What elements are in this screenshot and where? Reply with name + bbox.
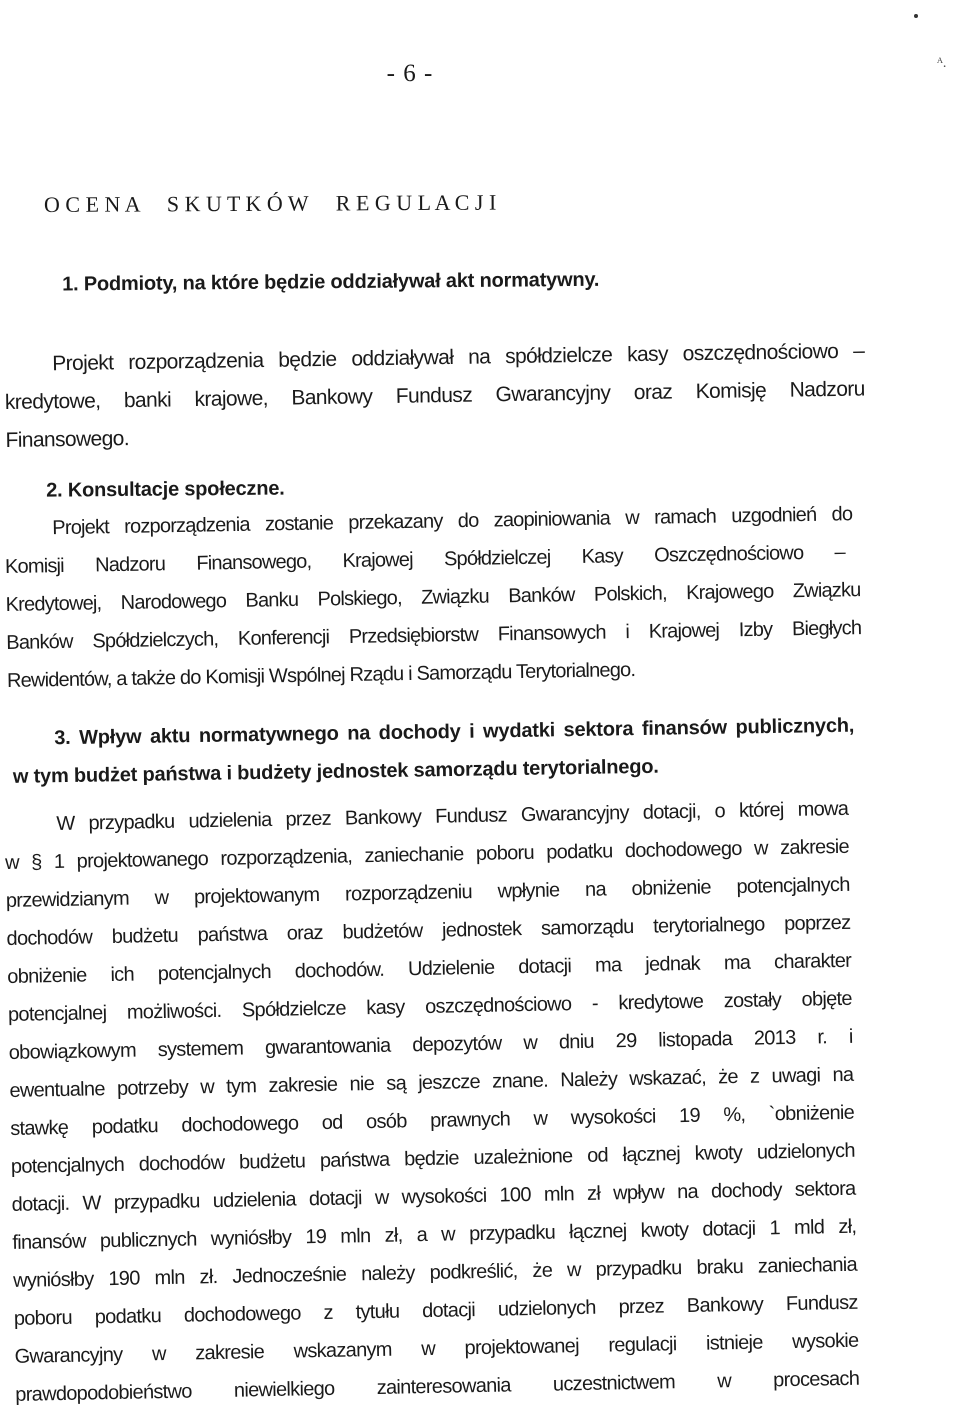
section-3-line: przewidzianym w projektowanym rozporządzeniu wpłynie na obniżenie potencjalnych [5, 873, 850, 912]
section-3-line: potencjalnych dochodów budżetu państwa będzie uzależnione od łącznej kwoty udzielonych [10, 1139, 855, 1178]
document-title: O C E N A S K U T K Ó W R E G U L A C J I [43, 189, 497, 217]
section-3-line: w § 1 projektowanego rozporządzenia, zaniechanie poboru podatku dochodowego w zakresie [4, 835, 850, 874]
section-3-line: dochodów budżetu państwa oraz budżetów jednostek samorządu terytorialnego poprzez [6, 911, 851, 950]
section-2-line: Banków Spółdzielczych, Konferencji Przedsiębiorstw Finansowych i Krajowej Izby Biegłych [6, 617, 862, 654]
section-3-line: Gwarancyjny w zakresie wskazanym w projektowanej regulacji istnieje wysokie [14, 1329, 859, 1368]
section-3-line: obniżenie ich potencjalnych dochodów. Udzielenie dotacji ma jednak ma charakter [7, 949, 852, 988]
section-3-line: W przypadku udzielenia przez Bankowy Fundusz Gwarancyjny dotacji, o której mowa [56, 797, 849, 835]
section-3-heading-line: 3. Wpływ aktu normatywnego na dochody i wydatki sektora finansów publicznych, [54, 714, 855, 750]
section-1-heading-text: 1. Podmioty, na które będzie oddziaływał akt normatywny. [62, 268, 600, 296]
section-3-line: ewentualne potrzeby w tym zakresie nie są jeszcze znane. Należy wskazać, że z uwagi na [9, 1063, 854, 1102]
section-3-line: finansów publicznych wyniósłby 19 mln zł, a w przypadku łącznej kwoty dotacji 1 mld zł, [12, 1215, 857, 1254]
section-3-line: obowiązkowym systemem gwarantowania depozytów w dniu 29 listopada 2013 r. i [8, 1025, 853, 1064]
section-3-paragraph [4, 789, 876, 1413]
section-3-line: wyniósłby 190 mln zł. Jednocześnie należy podkreślić, że w przypadku braku zaniechania [12, 1253, 858, 1292]
section-3-line: prawdopodobieństwo niewielkiego zainteresowania uczestnictwem w procesach [15, 1367, 860, 1406]
section-2-line: Kredytowej, Narodowego Banku Polskiego, Związku Banków Polskich, Krajowego Związku [5, 579, 861, 616]
section-1-line: Projekt rozporządzenia będzie oddziaływał na spółdzielcze kasy oszczędnościowo – [52, 339, 865, 376]
section-1-line: Finansowego. [5, 427, 130, 452]
section-3-line: dotacji. W przypadku udzielenia dotacji w wysokości 100 mln zł wpływ na dochody sektora [11, 1177, 856, 1216]
section-1-line: kredytowe, banki krajowe, Bankowy Fundusz Gwarancyjny oraz Komisję Nadzoru [4, 377, 865, 414]
page-number: - 6 - [386, 60, 434, 87]
section-1-heading [4, 258, 864, 304]
scan-speck [914, 14, 918, 18]
section-3-line: stawkę podatku dochodowego od osób prawnych w wysokości 19 %, `obniżenie [9, 1101, 855, 1140]
section-2-line: Projekt rozporządzenia zostanie przekazany do zaopiniowania w ramach uzgodnień do [52, 503, 853, 540]
section-2-line: Komisji Nadzoru Finansowego, Krajowej Spółdzielczej Kasy Oszczędnościowo – [4, 541, 846, 578]
section-2-heading-text: 2. Konsultacje społeczne. [46, 477, 285, 502]
section-3-line: poboru podatku dochodowego z tytułu dotacji udzielonych przez Bankowy Fundusz [13, 1291, 858, 1330]
section-2-paragraph [4, 495, 867, 700]
section-1-paragraph [4, 332, 866, 459]
corner-mark: ᴬ. [937, 56, 947, 71]
section-3-heading [4, 706, 865, 795]
section-2-line: Rewidentów, a także do Komisji Wspólnej Rządu i Samorządu Terytorialnego. [6, 659, 636, 692]
section-3-line: potencjalnej możliwości. Spółdzielcze kasy oszczędnościowo - kredytowe zostały objęte [7, 987, 853, 1026]
section-3-heading-line: w tym budżet państwa i budżety jednostek samorządu terytorialnego. [12, 755, 659, 788]
